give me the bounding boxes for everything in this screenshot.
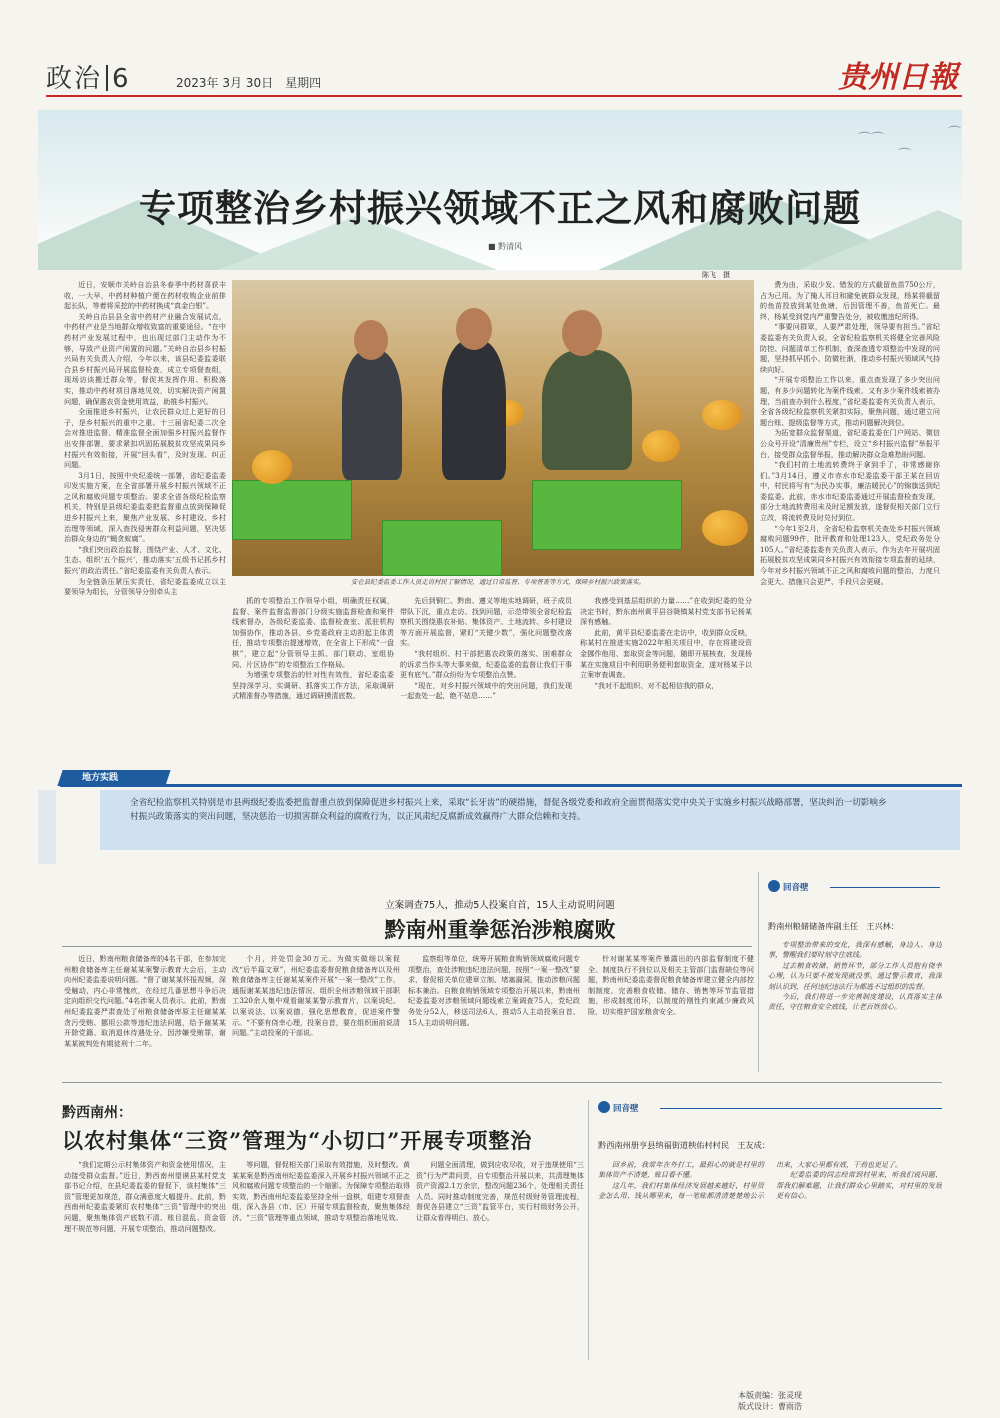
section-label	[46, 58, 131, 95]
bird-icon: ⌒	[898, 148, 912, 163]
paragraph: 费为由，采取少发、错发的方式截留鱼苗750公斤，占为己用。为了掩人耳目和避免被群众发现，杨某将截留的鱼苗投放到某处鱼塘，后因管理不善，鱼苗死亡。最终，杨某受到党内严重警告处分，被收缴违纪所得。	[760, 280, 940, 321]
paragraph: “我对不起组织、对不起相信我的群众，	[594, 680, 719, 690]
green-crate	[232, 480, 352, 540]
story2-column-1	[64, 954, 226, 1072]
paragraph: 个月，并处罚金30万元。为做实做细以案促改“后半篇文章”，州纪委监委督促粮食储备库以及州粮食储备库主任谢某某案件开展“一案一整改”工作，通报谢某某违纪违法情况、组织全州涉粮领域干部职工320余人集中观看谢某某警示教育片，以案说纪、以案说法、以案说德，强化思想教育，促进案件警示。“不要有侥幸心理，投案自首，要在组织面前说清问题。”主动投案的干部说。	[232, 954, 400, 1038]
photo-credit: 陈飞 摄	[702, 271, 730, 279]
editor-credits	[738, 1390, 802, 1412]
story3-column-1	[64, 1160, 226, 1360]
pumpkin	[252, 450, 292, 484]
section-name: 政治	[46, 64, 103, 94]
person-head	[562, 310, 602, 356]
paragraph: “我们定期公示村集体资产和资金使用情况，主动接受群众监督。”近日，黔西南州望谟县某村党支部书记介绍，在县纪委监委的督促下，该村集体“三资”管理更加规范，群众满意度大幅提升。此前，黔西南州纪委监委紧盯农村集体“三资”管理中的突出问题，聚焦集体资产底数不清、账目混乱、资金管理不规范等问题，开展专项整治，推动问题整改。	[64, 1160, 226, 1233]
paragraph: “开展专项整治工作以来，重点查发现了多少突出问题，有多少问题转化为案件线索，又有多少案件线索被办理，当前查办到什么程度，”省纪委监委有关负责人表示，全省各级纪检监察机关紧扣实际，聚焦问题，通过建立问题台账、提级监督等方式，推动问题解决到位。	[760, 375, 940, 427]
lead-headline: 专项整治乡村振兴领域不正之风和腐败问题	[139, 187, 861, 230]
echo-quote	[768, 940, 942, 1068]
paragraph: 此前，黄平县纪委监委在走访中，收到群众反映，称某村在推进实施2022年相关项目中，存在将建设资金挪作他用、套取资金等问题，随即开展核查，发现杨某在实施项目中利用职务便利套取资金，遂对杨某予以立案审查调查。	[580, 627, 752, 680]
bird-icon: ⌒	[948, 126, 962, 141]
divider-bar	[106, 65, 108, 91]
paragraph: “现在，对乡村振兴领域中的突出问题，我们发现一起查处一起，绝不姑息……”	[400, 680, 572, 701]
echo-icon	[598, 1101, 610, 1113]
story2-column-2	[232, 954, 400, 1072]
story2-rule	[62, 946, 752, 947]
masthead-rule	[46, 95, 962, 97]
paragraph: 为拓宽群众监督渠道，省纪委监委在门户网站、微信公众号开设“清廉贵州”专栏，设立“乡村振兴监督”举报平台，接受群众监督举报，推动解决群众急难愁盼问题。	[760, 428, 940, 459]
story2-column-3	[408, 954, 580, 1072]
paragraph: 全面推进乡村振兴，让农民群众过上更好的日子，是乡村振兴的重中之重。十三届省纪委二次全会对推进监督、精准监督全面加强乡村振兴监督作出安排部署，要求紧扣巩固拓展脱贫攻坚成果同乡村振兴有效衔接，开展“回头看”，及时发现、纠正问题。	[64, 407, 226, 470]
paragraph: 监察组等单位，统筹开展粮食购销领域腐败问题专项整治，查处涉粮违纪违法问题，按照“一案一整改”要求，督促相关单位建章立制、堵塞漏洞，推动涉粮问题标本兼治。自粮食购销领域专项整治开展以来，黔南州纪委监委对涉粮领域问题线索立案调查75人，党纪政务处分52人，移送司法6人，推动5人主动投案自首、15人主动说明问题。	[408, 954, 580, 1027]
paper-logo: 贵州日報	[838, 60, 958, 95]
paragraph: 关岭自治县县全省中药材产业融合发展试点，中药材产业是当地群众增收致富的重要途径。“在中药材产业发展过程中，也出现过部门主动作为不够，导致产业资产闲置的问题。”关岭自治县乡村振兴局有关负责人介绍，今年以来，该县纪委监委联合县乡村振兴局开展监督检查，成立专项督查组，现场访谈搬迁群众等，督促其发挥作用、积极落实，推动中药材项目落地见效，切实解决资产闲置问题，确保惠农资金使用效益，助推乡村振兴。	[64, 311, 226, 406]
paragraph: 今后，我们将进一步完善制度建设，认真落实主体责任，守住粮食安全底线，让老百姓放心。	[768, 993, 942, 1012]
local-practice-label: 地方实践	[82, 773, 119, 783]
paragraph: 为增强专项整治的针对性有效性，省纪委监委坚持深学习、实调研、抓落实工作方法，采取调研式精准督办等措施，通过调研摸清底数。	[232, 670, 394, 701]
paragraph: 抓的专项整治工作领导小组，明确责任权属，监督、案件监督监督部门分级实施监督检查和案件线索督办，各级纪委监委、监督检查室、派驻机构加强协作，推动各县、乡党委政府主动担起主体责任，推动专项整治提速增效，在全省上下形成“一盘棋”，建立起“分管领导主抓、部门联动、室组协同、片区协作”的专项整治工作格局。	[232, 596, 394, 669]
page-number: 6	[112, 64, 131, 94]
paragraph: 问题全面清理，做到应收尽收，对于违规使用“三资”行为严肃问责，自专项整治开展以来，共清理集体资产资源2.1万余宗，整改问题236个，处理相关责任人员。同时推动制度完善，规范村级财务管理流程，督促各县建立“三资”监管平台，实行村级财务公开，让群众看得明白、放心。	[416, 1160, 584, 1222]
paragraph: “我村组织、村干部把惠农政策的落实、困难群众的诉求当作头等大事来做，纪委监委的监督让我们干事更有底气。”群众纷纷为专项整治点赞。	[400, 648, 572, 680]
story3-headline: 以农村集体“三资”管理为“小切口”开展专项整治	[62, 1128, 533, 1153]
story2-headline: 黔南州重拳惩治涉粮腐败	[384, 917, 616, 942]
story2-column-4	[588, 954, 754, 1072]
story3-column-3	[416, 1160, 584, 1360]
bird-icon: ⌒⌒	[858, 132, 885, 147]
paragraph: “今年1至2月，全省纪检监察机关查处乡村振兴领域腐败问题99件，批评教育和处理123人，党纪政务处分105人。”省纪委监委有关负责人表示，作为去年开展巩固拓展脱贫攻坚成果同乡村振兴有效衔接专项监督的延续，今年对乡村振兴领域不正之风和腐败问题的整治，力度只会更大、措施只会更严、手段只会更硬。	[760, 523, 940, 586]
paragraph: 近日，安顺市关岭自治县冬春季中药材喜获丰收，一大早，中药材种植户便在药材收购企业前排起长队，等着将采挖的中药材换成“真金白银”。	[64, 280, 226, 311]
paragraph: 3月1日，按照中央纪委统一部署，省纪委监委印发实施方案，在全省部署开展乡村振兴领域不正之风和腐败问题专项整治。要求全省各级纪检监察机关，特别是县级纪委监委把监督重点放到保障促进乡村振兴上来，聚焦产业发展、乡村建设、乡村治理等领域，深入查找侵害群众利益问题，坚决惩治群众身边的“蝇贪蚁腐”。	[64, 470, 226, 544]
lead-column-3	[400, 596, 572, 746]
story2-subhead: 立案调查75人，推动5人投案自首，15人主动说明问题	[385, 900, 615, 911]
column-divider	[758, 872, 759, 1072]
pumpkin	[702, 510, 748, 546]
paragraph: “我们村的土地流转费终于拿到手了，非常感谢你们。”3月14日，遵义市赤水市纪委监委干部王某在回访中，村民将写有“为民办实事，廉洁暖民心”的锦旗送到纪委监委。此前，赤水市纪委监委通过开展监督检查发现，部分土地流转费用未及时足额发放，遂督促相关部门立行立改，将流转费及时兑付到位。	[760, 460, 940, 523]
person	[542, 350, 632, 470]
paragraph: 我感受到基层组织的力量……”在收到纪委的处分决定书时，黔东南州黄平县谷陇镇某村党支部书记杨某深有感触。	[580, 596, 752, 627]
decorative-block	[38, 790, 56, 864]
lead-photo	[232, 280, 754, 576]
person-head	[456, 308, 492, 350]
story3-kicker: 黔西南州：	[62, 1105, 132, 1121]
paragraph: 等问题，督促相关部门采取有效措施，及时整改。黄某某案是黔西南州纪委监委深入开展乡村振兴领域不正之风和腐败问题专项整治的一个缩影。为保障专项整治取得实效，黔西南州纪委监委坚持全州一盘棋，组建专项督查组，深入各县（市、区）开展专项监督检查，聚焦集体经济、“三资”管理等重点领域，推动专项整治落地见效。	[232, 1160, 410, 1222]
paragraph: 针对谢某某等案件暴露出的内部监督制度不健全、制度执行不到位以及相关主管部门监督缺位等问题，黔南州纪委监委督促粮食储备库建立健全内部控制制度，完善粮食收储、储存、销售等环节监管措施，形成制度闭环，以制度的刚性约束减少廉政风险，切实维护国家粮食安全。	[588, 954, 754, 1016]
paragraph: 过去粮食收储、销售环节，部分工作人员抱有侥幸心理，认为只要不被发现就没事。通过警示教育，我深刻认识到，任何违纪违法行为都逃不过组织的监督。	[768, 961, 942, 991]
story-divider	[62, 1082, 942, 1083]
person	[442, 340, 506, 480]
masthead	[0, 0, 1000, 100]
echo-author: 黔西南州册亨县纳福街道秧佑村村民 王友成：	[598, 1140, 770, 1150]
echo-rule	[660, 1108, 942, 1109]
echo-author: 黔南州粮储储备库副主任 王兴林：	[768, 921, 900, 931]
green-crate	[382, 520, 502, 576]
paragraph: 先后到铜仁、黔南、遵义等地实地调研，班子成员带队下沉，重点走访、找到问题，示范带领全省纪检监察机关围绕惠农补贴、集体资产、土地流转、乡村建设等方面开展监督，紧盯“关键少数”，强化问题整改落实。	[400, 596, 572, 648]
summary-text: 全省纪检监察机关特别是市县两级纪委监委把监督重点放到保障促进乡村振兴上来，采取“长牙齿”的硬措施，督促各级党委和政府全面贯彻落实党中央关于实施乡村振兴战略部署，坚决纠治一切影响乡村振兴政策落实的突出问题，坚决惩治一切损害群众利益的腐败行为，以正风肃纪反腐新成效赢得广大群众信赖和支持。	[130, 798, 887, 822]
paragraph: “我们突出政治监督，围绕产业、人才、文化、生态、组织‘五个振兴’，推动落实‘五级书记抓乡村振兴’的政治责任。”省纪委监委有关负责人表示。	[64, 544, 226, 576]
paragraph: 专项整治带来的变化，我深有感触，身边人、身边事，警醒我们要时刻守住底线。	[768, 941, 942, 960]
echo-rule	[830, 887, 940, 888]
paragraph: 纪委监委的同志经常到村里来，听我们说问题、帮我们解难题，让我们群众心里踏实，对村里的发展更有信心。	[776, 1171, 942, 1201]
person	[342, 350, 402, 480]
echo-quote	[598, 1160, 942, 1360]
echo-icon	[768, 880, 780, 892]
echo-label: 回音壁	[783, 883, 809, 893]
person-head	[354, 320, 388, 360]
designer-line: 版式设计：曹雨浩	[738, 1402, 802, 1411]
paragraph: 这几年，我们村集体经济发展越来越好，村里资金怎么用、钱从哪里来，每一笔账都清清楚楚地公示出来，大家心里都有底，干劲也更足了。	[598, 1161, 902, 1201]
echo-tag	[598, 1101, 639, 1114]
lead-column-5	[760, 280, 940, 755]
pumpkin	[642, 430, 680, 462]
photo-caption: 安仑县纪委监委工作人员走访村民了解情况，通过日常监督、专项督查等方式，保障乡村振兴政策落实。	[351, 578, 645, 586]
section-rule	[60, 784, 962, 787]
paragraph: “事要问群眾，人要严肃处理，领导要有担当。”省纪委监委有关负责人说，全省纪检监察机关将健全完善风险防控、问题清单工作机制，查深查透专项整治中发现的问题，坚持抓早抓小、防微杜渐，推动乡村振兴领域风气持续向好。	[760, 322, 940, 374]
column-divider	[588, 1100, 589, 1360]
paragraph: 近日，黔南州粮食储备库的4名干部，在参加完州粮食储备库主任谢某某案警示教育大会后，主动向州纪委监委说明问题。“督了谢某某怀报视频，深受触动，内心非常愧疚，在经过几番思想斗争后决定向组织交代问题。”4名涉案人员表示。此前，黔南州纪委监委严肃查处了州粮食储备库原主任谢某某贪污受贿、挪用公款等违纪违法问题，给予谢某某开除党籍、取消退休待遇处分，因涉嫌受贿罪，谢某某被判处有期徒刑十二年。	[64, 954, 226, 1048]
paragraph: 回乡前，我常年在外打工，最担心的就是村里的集体资产不清楚，账目看不懂。	[598, 1161, 764, 1180]
pumpkin	[702, 400, 742, 430]
lead-column-4	[580, 596, 752, 746]
echo-tag	[768, 880, 809, 893]
lead-byline: ■ 黔清风	[488, 242, 523, 251]
lead-column-2	[232, 596, 394, 746]
story3-column-2	[232, 1160, 410, 1360]
lead-column-1	[64, 280, 226, 770]
dateline: 2023年 3月 30日 星期四	[176, 76, 322, 90]
echo-label: 回音壁	[613, 1104, 639, 1114]
editor-line: 本版责编：张灵现	[738, 1391, 802, 1400]
green-crate	[532, 480, 682, 550]
paragraph: 为全链条压紧压实责任，省纪委监委成立以主要领导为组长，分管领导分别牵头主	[64, 576, 226, 597]
